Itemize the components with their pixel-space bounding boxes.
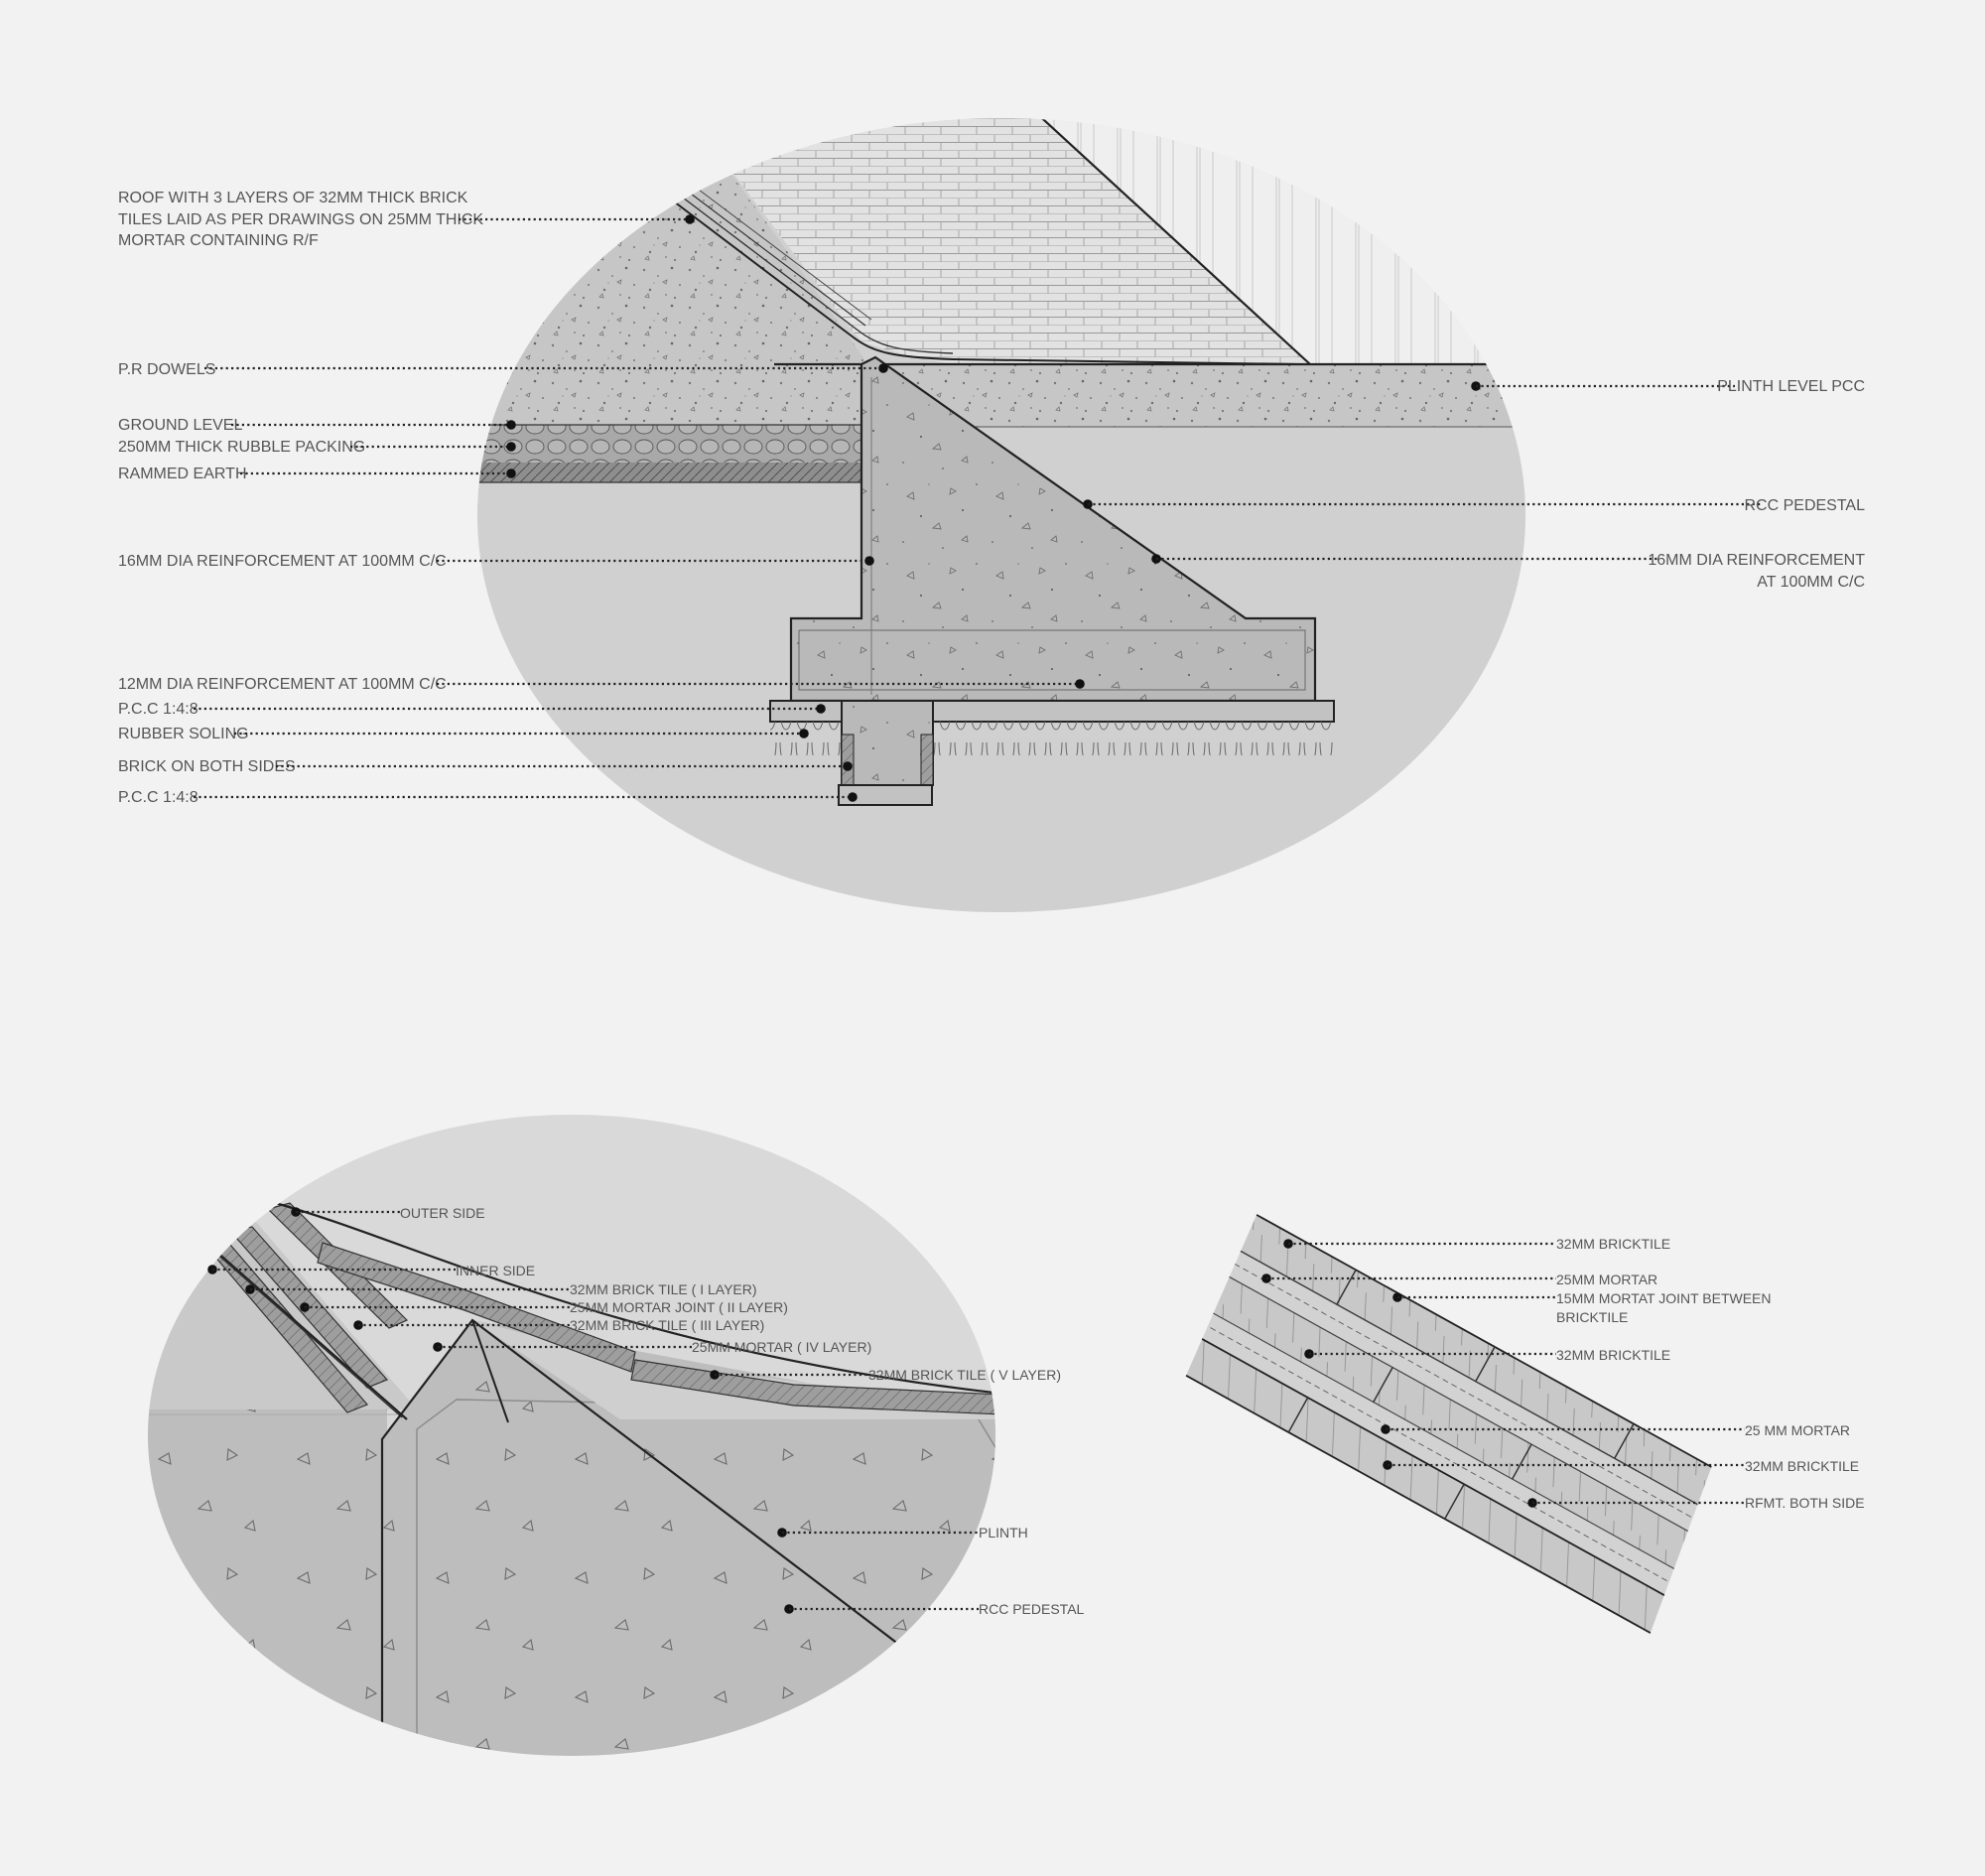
- label-bricktile-a: 32MM BRICKTILE: [1556, 1236, 1671, 1252]
- label-outer-side: OUTER SIDE: [400, 1205, 485, 1221]
- label-brick-tile-5: 32MM BRICK TILE ( V LAYER): [868, 1367, 1061, 1383]
- bottom-left-drawing: [139, 1112, 1012, 1787]
- label-pr-dowels: P.R DOWELS: [118, 361, 216, 378]
- label-brick-tile-3: 32MM BRICK TILE ( III LAYER): [570, 1317, 765, 1333]
- rubble-packing-layer: [466, 425, 863, 463]
- label-brick-both-sides: BRICK ON BOTH SIDES: [118, 758, 296, 775]
- label-bricktile-c: 32MM BRICKTILE: [1745, 1458, 1860, 1474]
- label-plinth-level-pcc: PLINTH LEVEL PCC: [1717, 378, 1865, 395]
- rammed-earth-layer: [466, 463, 863, 482]
- label-brick-tile-1: 32MM BRICK TILE ( I LAYER): [570, 1281, 757, 1297]
- label-pcc-148-upper: P.C.C 1:4:8: [118, 701, 198, 718]
- label-reinf-16-left: 16MM DIA REINFORCEMENT AT 100MM C/C: [118, 553, 447, 570]
- label-inner-side: INNER SIDE: [456, 1263, 536, 1278]
- label-mortar-25: 25MM MORTAR: [1556, 1272, 1658, 1287]
- label-reinf-16-right-line1: 16MM DIA REINFORCEMENT: [1648, 552, 1865, 569]
- label-rubble-packing: 250MM THICK RUBBLE PACKING: [118, 439, 366, 456]
- top-section-detail: [118, 109, 1865, 923]
- label-rcc-pedestal-top: RCC PEDESTAL: [1744, 497, 1865, 514]
- label-roof-line2: TILES LAID AS PER DRAWINGS ON 25MM THICK: [118, 211, 484, 228]
- label-rubber-soling: RUBBER SOLING: [118, 726, 249, 742]
- label-mortar-25-space: 25 MM MORTAR: [1745, 1422, 1851, 1438]
- label-roof-line3: MORTAR CONTAINING R/F: [118, 232, 319, 249]
- label-mortat-joint-line1: 15MM MORTAT JOINT BETWEEN: [1556, 1290, 1772, 1306]
- bottom-left-roof-detail: [139, 1112, 1085, 1787]
- label-rcc-pedestal-bottom: RCC PEDESTAL: [979, 1601, 1085, 1617]
- footing-stem: [842, 701, 933, 785]
- label-plinth: PLINTH: [979, 1525, 1028, 1541]
- label-pcc-148-lower: P.C.C 1:4:8: [118, 789, 198, 806]
- label-rfmt-both-side: RFMT. BOTH SIDE: [1745, 1495, 1865, 1511]
- label-mortat-joint-line2: BRICKTILE: [1556, 1309, 1629, 1325]
- label-mortar-joint-2: 25MM MORTAR JOINT ( II LAYER): [570, 1299, 788, 1315]
- label-mortar-4: 25MM MORTAR ( IV LAYER): [692, 1339, 872, 1355]
- label-reinf-16-right-line2: AT 100MM C/C: [1757, 574, 1865, 591]
- bottom-right-tile-detail: [1167, 1212, 1865, 1634]
- top-section-drawing: [466, 109, 1548, 923]
- label-ground-level: GROUND LEVEL: [118, 417, 243, 434]
- label-rammed-earth: RAMMED EARTH: [118, 466, 247, 482]
- label-roof-line1: ROOF WITH 3 LAYERS OF 32MM THICK BRICK: [118, 190, 468, 206]
- label-bricktile-b: 32MM BRICKTILE: [1556, 1347, 1671, 1363]
- label-reinf-12: 12MM DIA REINFORCEMENT AT 100MM C/C: [118, 676, 447, 693]
